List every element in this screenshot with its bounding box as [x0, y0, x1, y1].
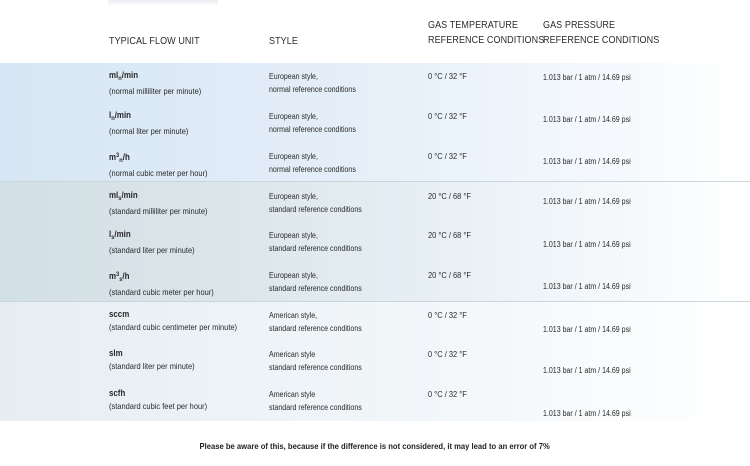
gas-pressure-cell: 1.013 bar / 1 atm / 14.69 psi [543, 325, 631, 334]
gas-pressure-cell: 1.013 bar / 1 atm / 14.69 psi [543, 115, 631, 124]
style-line2: standard reference conditions [269, 324, 362, 333]
flow-unit-subscript: s [118, 195, 122, 202]
flow-unit-subscript: s [119, 276, 123, 283]
header-gas-pressure-line1: GAS PRESSURE [543, 20, 616, 31]
flow-unit-description: (standard liter per minute) [109, 245, 195, 255]
style-line2: standard reference conditions [269, 363, 362, 372]
flow-unit-description: (standard liter per minute) [109, 361, 195, 371]
style-line1: European style, [269, 112, 318, 121]
flow-unit-symbol [109, 189, 208, 205]
gas-pressure-cell: 1.013 bar / 1 atm / 14.69 psi [543, 157, 631, 166]
style-line2: standard reference conditions [269, 403, 362, 412]
header-gas-temperature-line1: GAS TEMPERATURE [428, 20, 519, 31]
gas-temperature-cell: 0 °C / 32 °F [428, 151, 467, 161]
flow-unit-subscript: n [119, 157, 123, 164]
flow-unit-cell [109, 228, 195, 257]
flow-unit-superscript: 3 [116, 271, 120, 278]
style-line1: European style, [269, 231, 318, 240]
style-line1: American style [269, 350, 316, 359]
flow-unit-tail: /h [122, 152, 130, 162]
flow-unit-superscript: 3 [116, 152, 120, 159]
flow-unit-subscript: n [111, 115, 115, 122]
gas-temperature-cell: 0 °C / 32 °F [428, 349, 467, 359]
gas-pressure-cell: 1.013 bar / 1 atm / 14.69 psi [543, 282, 631, 291]
flow-unit-symbol [109, 149, 208, 167]
gas-temperature-cell: 20 °C / 68 °F [428, 191, 471, 201]
header-gas-pressure [543, 18, 659, 48]
group-divider [0, 181, 750, 182]
style-cell [269, 348, 362, 374]
style-line1: European style, [269, 192, 318, 201]
flow-unit-symbol [109, 387, 207, 400]
header-gas-temperature-line2: REFERENCE CONDITIONS [428, 35, 545, 46]
flow-unit-cell [109, 109, 188, 138]
header-gas-pressure-line2: REFERENCE CONDITIONS [543, 35, 660, 46]
gas-temperature-cell: 20 °C / 68 °F [428, 270, 471, 280]
flow-unit-tail: /h [122, 271, 130, 281]
flow-unit-cell [109, 149, 208, 180]
flow-unit-description: (standard cubic centimeter per minute) [109, 322, 238, 332]
flow-unit-description: (normal cubic meter per hour) [109, 168, 208, 178]
style-cell [269, 229, 362, 255]
gas-temperature-cell: 0 °C / 32 °F [428, 310, 467, 320]
style-cell [269, 269, 362, 295]
style-line2: normal reference conditions [269, 125, 356, 134]
flow-unit-subscript: n [118, 75, 122, 82]
flow-unit-description: (standard cubic feet per hour) [109, 401, 208, 411]
gas-temperature-cell: 0 °C / 32 °F [428, 71, 467, 81]
gas-pressure-cell: 1.013 bar / 1 atm / 14.69 psi [543, 240, 631, 249]
header-typical-flow-unit: TYPICAL FLOW UNIT [109, 36, 200, 47]
gas-pressure-cell: 1.013 bar / 1 atm / 14.69 psi [543, 409, 631, 418]
flow-unit-main: sccm [109, 309, 130, 319]
flow-unit-main: l [109, 229, 112, 239]
group-divider [0, 301, 750, 302]
flow-unit-main: ml [109, 70, 119, 80]
flow-unit-tail: /min [114, 110, 132, 120]
flow-unit-main: slm [109, 348, 123, 358]
flow-unit-symbol [109, 347, 195, 360]
flow-unit-tail: /min [114, 229, 131, 239]
style-cell [269, 388, 362, 414]
style-cell [269, 190, 362, 216]
style-cell [269, 110, 356, 136]
flow-unit-description: (normal milliliter per minute) [109, 86, 202, 96]
style-cell [269, 150, 356, 176]
flow-unit-description: (standard cubic meter per hour) [109, 287, 214, 297]
flow-unit-cell [109, 308, 237, 334]
footer-note [0, 441, 750, 451]
gas-pressure-cell: 1.013 bar / 1 atm / 14.69 psi [543, 366, 631, 375]
style-line2: normal reference conditions [269, 165, 356, 174]
style-line1: European style, [269, 152, 318, 161]
flow-unit-cell [109, 69, 201, 98]
footer-note-text: Please be aware of this, because if the difference is not considered, it may lead to an error of 7% [199, 441, 551, 451]
flow-unit-cell [109, 268, 214, 299]
flow-unit-main: scfh [109, 388, 126, 398]
gas-temperature-cell: 0 °C / 32 °F [428, 389, 467, 399]
flow-unit-subscript: s [111, 234, 115, 241]
style-line1: European style, [269, 271, 318, 280]
flow-unit-main: m [109, 271, 117, 281]
gas-temperature-cell: 20 °C / 68 °F [428, 230, 471, 240]
style-cell [269, 309, 362, 335]
style-cell [269, 70, 356, 96]
top-fade-decoration [108, 0, 218, 6]
flow-unit-main: l [109, 110, 112, 120]
flow-unit-main: ml [109, 190, 119, 200]
flow-unit-cell [109, 189, 208, 218]
flow-unit-symbol [109, 109, 188, 125]
flow-unit-description: (normal liter per minute) [109, 126, 189, 136]
style-line2: standard reference conditions [269, 244, 362, 253]
header-style: STYLE [269, 36, 298, 47]
flow-unit-description: (standard milliliter per minute) [109, 206, 208, 216]
gas-pressure-cell: 1.013 bar / 1 atm / 14.69 psi [543, 197, 631, 206]
flow-unit-cell [109, 347, 195, 373]
flow-unit-symbol [109, 69, 201, 85]
style-line1: American style, [269, 311, 318, 320]
gas-temperature-cell: 0 °C / 32 °F [428, 111, 467, 121]
style-line2: normal reference conditions [269, 85, 356, 94]
flow-unit-symbol [109, 228, 195, 244]
flow-unit-tail: /min [121, 70, 139, 80]
flow-unit-main: m [109, 152, 117, 162]
flow-unit-tail: /min [121, 190, 138, 200]
flow-unit-symbol [109, 268, 214, 286]
header-gas-temperature [428, 18, 544, 48]
style-line2: standard reference conditions [269, 205, 362, 214]
flow-unit-cell [109, 387, 207, 413]
flow-unit-symbol [109, 308, 237, 321]
style-line1: European style, [269, 72, 318, 81]
style-line2: standard reference conditions [269, 284, 362, 293]
gas-pressure-cell: 1.013 bar / 1 atm / 14.69 psi [543, 73, 631, 82]
style-line1: American style [269, 390, 316, 399]
